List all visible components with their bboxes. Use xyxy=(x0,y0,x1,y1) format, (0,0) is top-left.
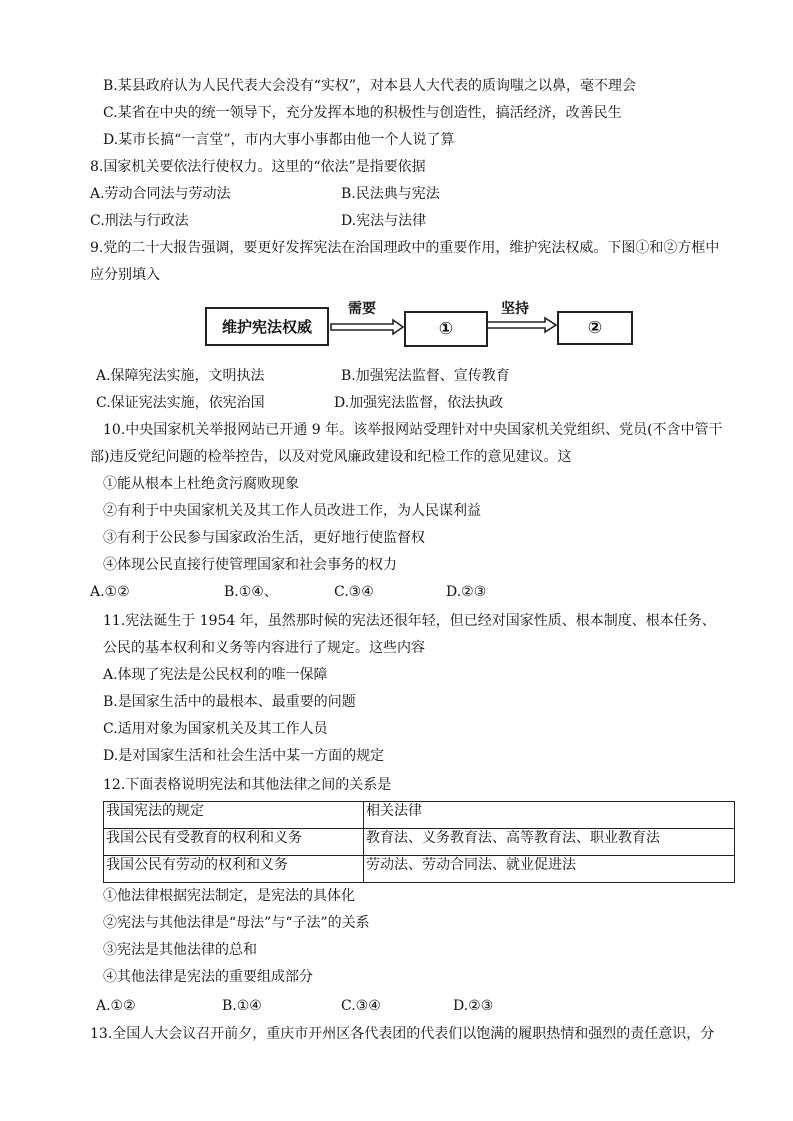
q9-option-b: B.加强宪法监督、宣传教育 xyxy=(341,368,510,384)
q12-stem: 12.下面表格说明宪法和其他法律之间的关系是 xyxy=(103,777,392,793)
q8-option-b: B.民法典与宪法 xyxy=(341,186,440,202)
q12-table xyxy=(103,801,735,883)
table-row xyxy=(104,856,735,883)
q11-option-d: D.是对国家生活和社会生活中某一方面的规定 xyxy=(103,748,385,764)
q12-option-a: A.①② xyxy=(96,998,136,1014)
table-header-row xyxy=(104,802,735,829)
q11-option-b: B.是国家生活中的最根本、最重要的问题 xyxy=(103,694,356,710)
q11-option-a: A.体现了宪法是公民权利的唯一保障 xyxy=(103,667,328,683)
q9-option-a: A.保障宪法实施，文明执法 xyxy=(96,368,265,384)
q7-option-c: C.某省在中央的统一领导下，充分发挥本地的积极性与创造性，搞活经济，改善民生 xyxy=(103,105,622,121)
q7-option-d: D.某市长搞“一言堂”，市内大事小事都由他一个人说了算 xyxy=(103,132,455,148)
q12-option-d: D.②③ xyxy=(453,998,494,1014)
q9-flow-diagram xyxy=(205,298,635,350)
q9-option-c: C.保证宪法实施，依宪治国 xyxy=(96,395,265,411)
q8-option-d: D.宪法与法律 xyxy=(341,213,427,229)
q12-statement-1: ①他法律根据宪法制定，是宪法的具体化 xyxy=(103,888,355,904)
q12-option-b: B.①④ xyxy=(222,998,262,1014)
table-row xyxy=(104,829,735,856)
q9-stem-line1: 9.党的二十大报告强调，要更好发挥宪法在治国理政中的重要作用，维护宪法权威。下图①和②方框中 xyxy=(90,240,720,256)
flow-arrow-1 xyxy=(331,320,403,334)
q10-statement-3: ③有利于公民参与国家政治生活，更好地行使监督权 xyxy=(103,530,425,546)
q10-stem-line2: 部)违反党纪问题的检举控告，以及对党风廉政建设和纪检工作的意见建议。这 xyxy=(90,449,572,465)
q10-option-b: B.①④、 xyxy=(224,584,278,600)
q12-statement-4: ④其他法律是宪法的重要组成部分 xyxy=(103,969,313,985)
table-cell: 教育法、义务教育法、高等教育法、职业教育法 xyxy=(364,829,735,856)
q10-statement-4: ④体现公民直接行使管理国家和社会事务的权力 xyxy=(103,557,397,573)
q10-option-c: C.③④ xyxy=(334,584,374,600)
q13-stem: 13.全国人大会议召开前夕，重庆市开州区各代表团的代表们以饱满的履职热情和强烈的责任意识，分 xyxy=(90,1026,715,1042)
q7-option-b: B.某县政府认为人民代表大会没有“实权”，对本县人大代表的质询嗤之以鼻，毫不理会 xyxy=(103,78,637,94)
q10-stem-line1: 10.中央国家机关举报网站已开通 9 年。该举报网站受理针对中央国家机关党组织、党员(不含中管干 xyxy=(103,422,723,438)
table-header-cell: 相关法律 xyxy=(364,802,735,829)
flow-arrow-2 xyxy=(487,318,556,332)
q11-stem-line2: 公民的基本权利和义务等内容进行了规定。这些内容 xyxy=(103,640,425,656)
q8-option-c: C.刑法与行政法 xyxy=(90,213,189,229)
table-cell: 劳动法、劳动合同法、就业促进法 xyxy=(364,856,735,883)
q10-option-d: D.②③ xyxy=(446,584,487,600)
table-header-cell: 我国宪法的规定 xyxy=(104,802,364,829)
q10-statement-2: ②有利于中央国家机关及其工作人员改进工作，为人民谋利益 xyxy=(103,503,481,519)
q12-option-c: C.③④ xyxy=(341,998,381,1014)
q12-statement-2: ②宪法与其他法律是“母法”与“子法”的关系 xyxy=(103,915,370,931)
table-cell: 我国公民有受教育的权利和义务 xyxy=(104,829,364,856)
q8-stem: 8.国家机关要依法行使权力。这里的“依法”是指要依据 xyxy=(90,159,426,175)
q12-statement-3: ③宪法是其他法律的总和 xyxy=(103,942,257,958)
flow-box-2: ② xyxy=(557,311,633,345)
q10-statement-1: ①能从根本上杜绝贪污腐败现象 xyxy=(103,476,299,492)
q8-option-a: A.劳动合同法与劳动法 xyxy=(90,186,231,202)
q11-option-c: C.适用对象为国家机关及其工作人员 xyxy=(103,721,328,737)
flow-label-need: 需要 xyxy=(348,301,376,317)
q9-option-d: D.加强宪法监督，依法执政 xyxy=(334,395,504,411)
q11-stem-line1: 11.宪法诞生于 1954 年，虽然那时候的宪法还很年轻，但已经对国家性质、根本制度、根本任务、 xyxy=(103,613,716,629)
q9-stem-line2: 应分别填入 xyxy=(90,267,160,283)
flow-box-start: 维护宪法权威 xyxy=(205,307,329,346)
q10-option-a: A.①② xyxy=(90,584,130,600)
flow-box-1: ① xyxy=(404,311,488,347)
table-cell: 我国公民有劳动的权利和义务 xyxy=(104,856,364,883)
flow-label-adhere: 坚持 xyxy=(501,301,529,317)
